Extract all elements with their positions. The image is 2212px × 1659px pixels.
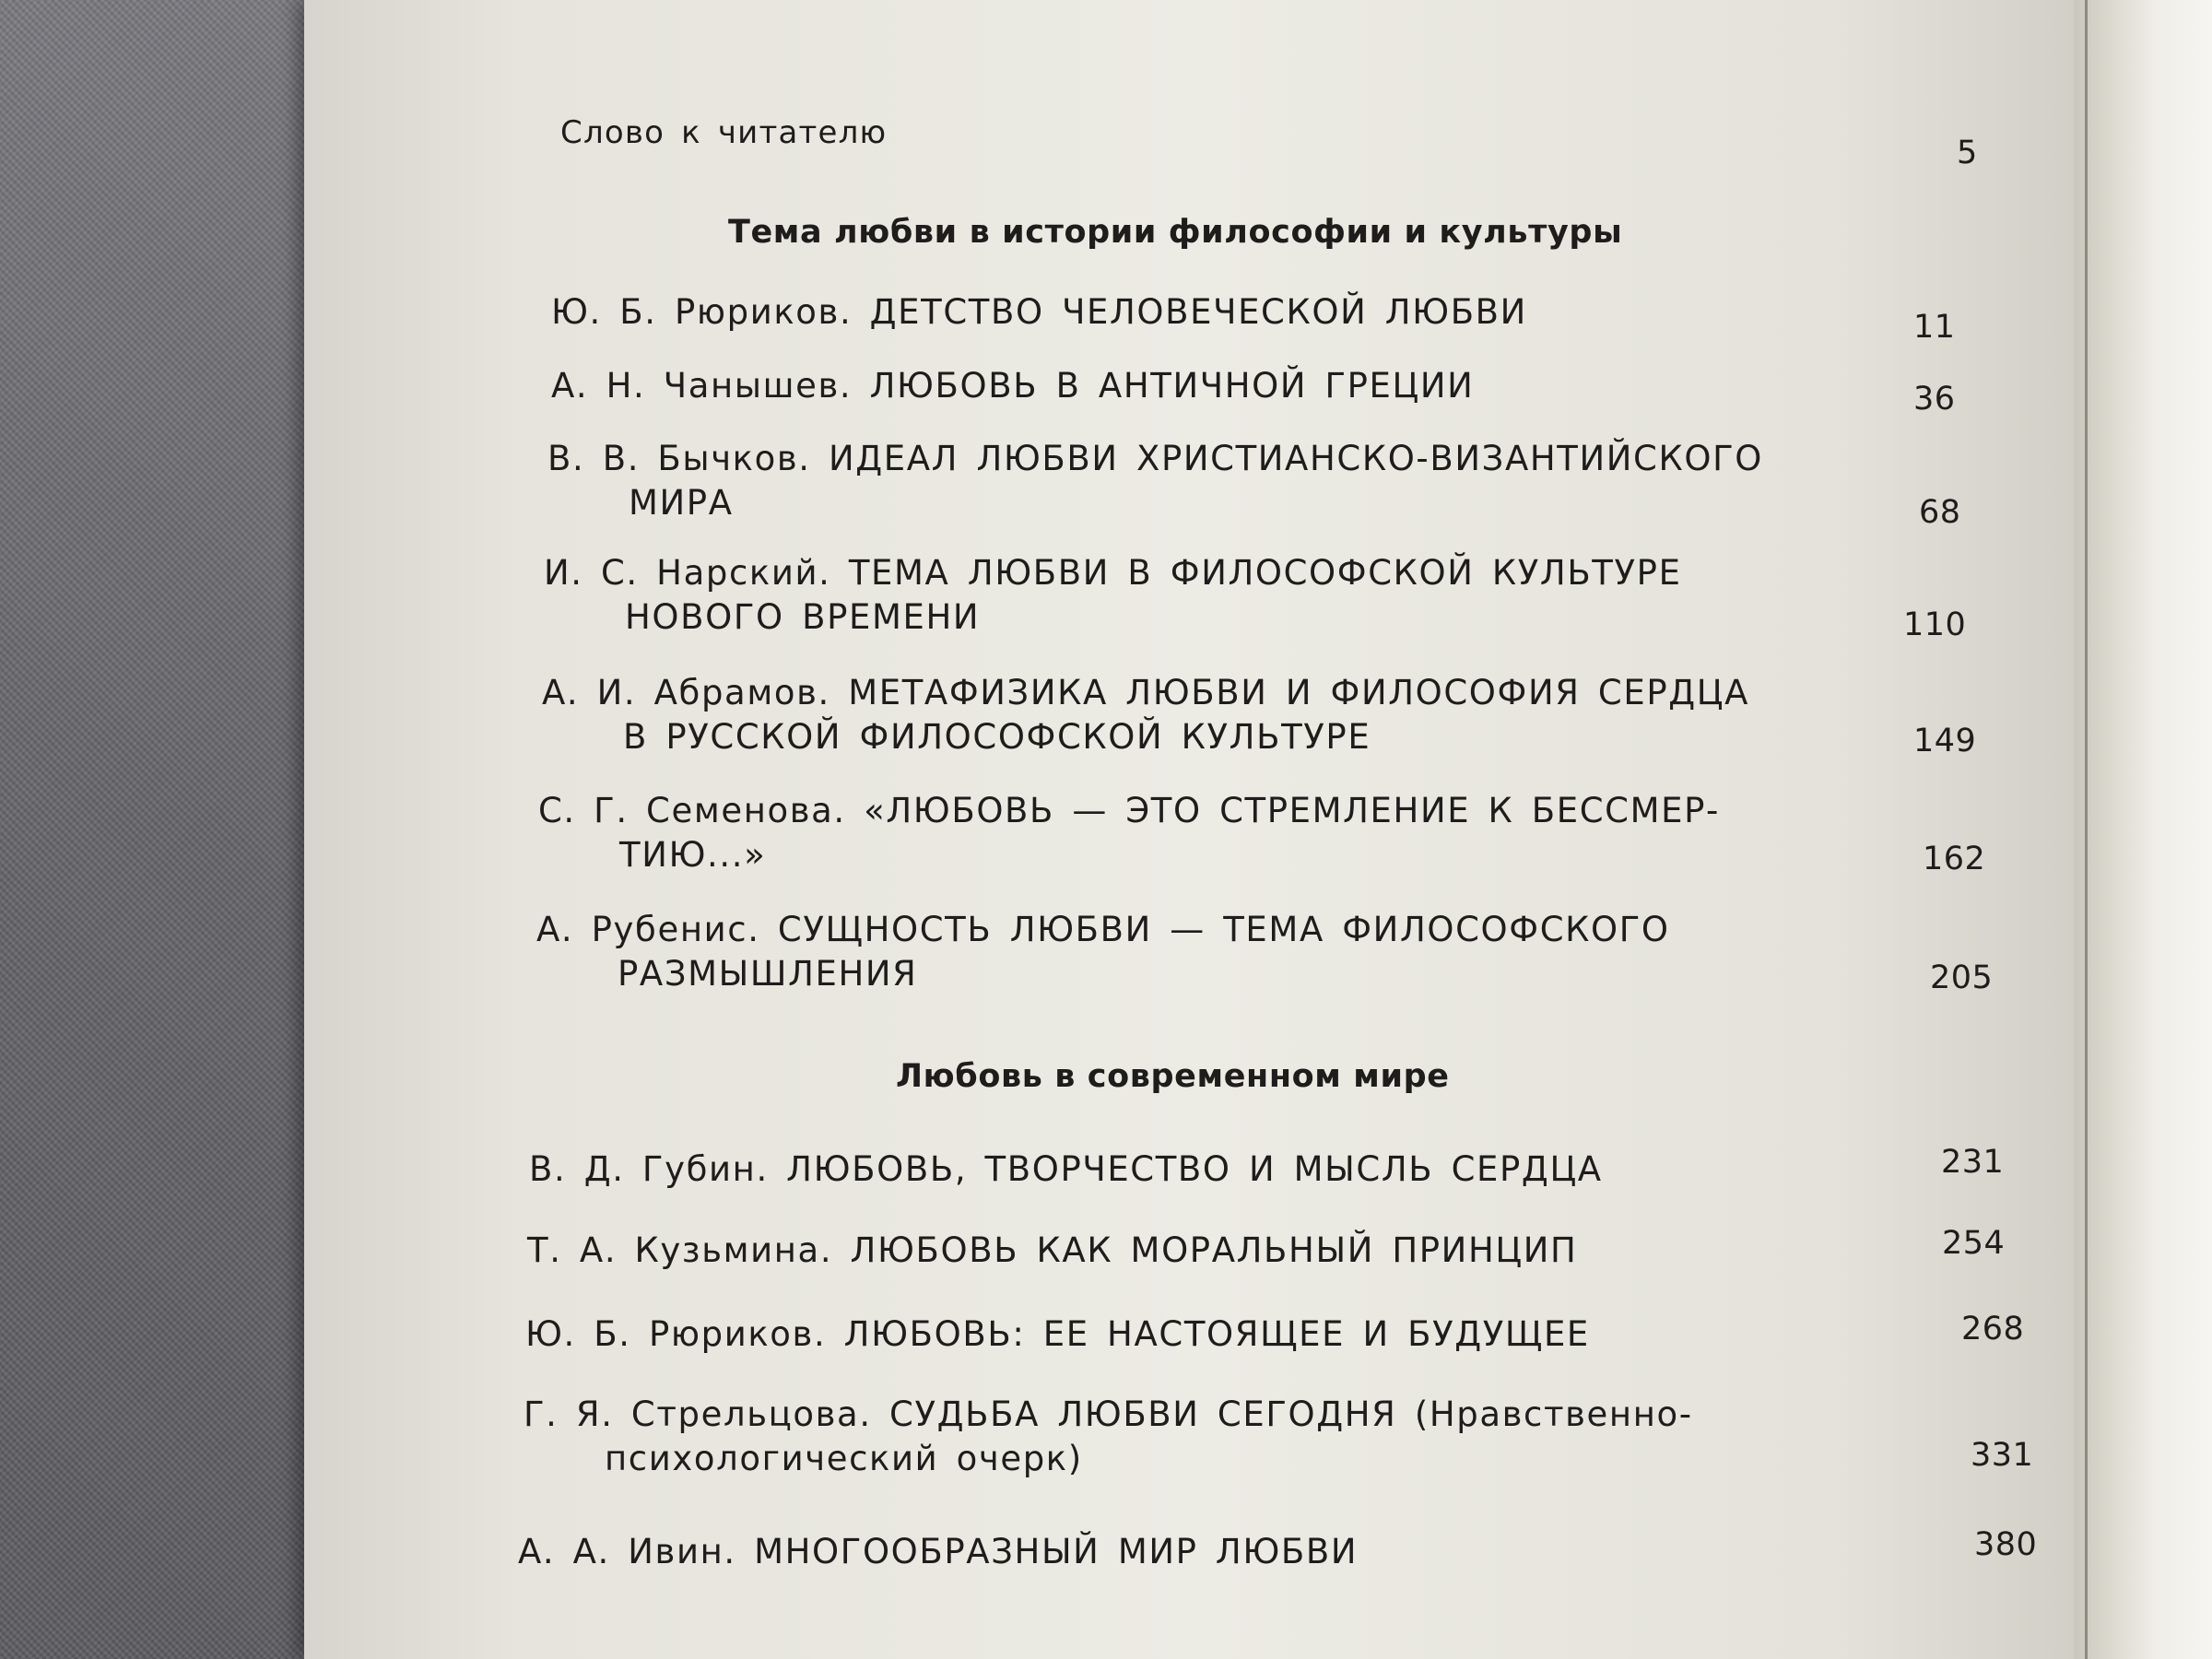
page-number: 149 xyxy=(1913,723,1977,759)
entry-title: И. С. Нарский. ТЕМА ЛЮБВИ В ФИЛОСОФСКОЙ КУЛЬТУРЕ xyxy=(544,553,1682,593)
toc-entry xyxy=(551,290,1989,346)
entry-title: Г. Я. Стрельцова. СУДЬБА ЛЮБВИ СЕГОДНЯ (Нравственно- xyxy=(524,1394,1693,1434)
entry-title: Слово к читателю xyxy=(560,114,888,151)
entry-title: А. И. Абрамов. МЕТАФИЗИКА ЛЮБВИ И ФИЛОСОФИЯ СЕРДЦА xyxy=(542,673,1749,712)
toc-entry xyxy=(525,1312,2037,1357)
page-number: 231 xyxy=(1941,1144,2005,1181)
toc-entry xyxy=(527,1225,2030,1273)
entry-title: А. Н. Чанышев. ЛЮБОВЬ В АНТИЧНОЙ ГРЕЦИИ xyxy=(551,366,1475,406)
page-number: 254 xyxy=(1942,1225,2006,1262)
toc-entry-preface xyxy=(560,111,1980,171)
page-number: 205 xyxy=(1930,959,1994,996)
entry-title-continuation: ТИЮ...» xyxy=(619,835,767,875)
page-number: 110 xyxy=(1903,606,1967,643)
page-edge xyxy=(2074,0,2212,1659)
toc-entry xyxy=(547,437,1994,531)
page-number: 380 xyxy=(1974,1526,2038,1563)
section-heading: Любовь в современном мире xyxy=(896,1058,1450,1095)
entry-title: С. Г. Семенова. «ЛЮБОВЬ — ЭТО СТРЕМЛЕНИЕ К БЕССМЕР- xyxy=(538,791,1720,830)
entry-title-continuation: В РУССКОЙ ФИЛОСОФСКОЙ КУЛЬТУРЕ xyxy=(623,717,1371,757)
table-of-contents xyxy=(516,0,2038,1659)
page-number: 162 xyxy=(1923,841,1986,877)
entry-title: Ю. Б. Рюриков. ЛЮБОВЬ: ЕЕ НАСТОЯЩЕЕ И БУДУЩЕЕ xyxy=(525,1314,1590,1354)
toc-entry xyxy=(536,908,2020,996)
page-number: 68 xyxy=(1919,494,1961,531)
section-heading: Тема любви в истории философии и культуры xyxy=(728,214,1623,251)
entry-title: А. А. Ивин. МНОГООБРАЗНЫЙ МИР ЛЮБВИ xyxy=(518,1532,1359,1571)
toc-entry xyxy=(524,1393,2044,1481)
entry-title: Т. А. Кузьмина. ЛЮБОВЬ КАК МОРАЛЬНЫЙ ПРИНЦИП xyxy=(527,1230,1578,1270)
entry-title: В. Д. Губин. ЛЮБОВЬ, ТВОРЧЕСТВО И МЫСЛЬ СЕРДЦА xyxy=(529,1149,1603,1189)
entry-title: Ю. Б. Рюриков. ДЕТСТВО ЧЕЛОВЕЧЕСКОЙ ЛЮБВИ xyxy=(551,292,1527,332)
page-number: 268 xyxy=(1961,1311,2025,1347)
toc-entry xyxy=(551,364,1989,418)
entry-title: В. В. Бычков. ИДЕАЛ ЛЮБВИ ХРИСТИАНСКО-ВИЗАНТИЙСКОГО xyxy=(547,439,1763,478)
page-number: 331 xyxy=(1971,1437,2034,1474)
entry-title-continuation: РАЗМЫШЛЕНИЯ xyxy=(618,954,918,994)
toc-entry xyxy=(544,551,2000,643)
page-border-line xyxy=(2085,0,2088,1659)
page-number: 5 xyxy=(1957,135,1978,171)
entry-title-continuation: психологический очерк) xyxy=(605,1439,1083,1478)
entry-title-continuation: МИРА xyxy=(629,483,734,523)
entry-title-continuation: НОВОГО ВРЕМЕНИ xyxy=(625,597,981,637)
page-number: 36 xyxy=(1913,381,1956,418)
toc-entry xyxy=(529,1144,2022,1192)
page-number: 11 xyxy=(1913,309,1956,346)
toc-entry xyxy=(542,671,2007,759)
toc-entry xyxy=(518,1526,2048,1574)
entry-title: А. Рубенис. СУЩНОСТЬ ЛЮБВИ — ТЕМА ФИЛОСОФСКОГО xyxy=(536,910,1670,949)
toc-entry xyxy=(538,789,2013,877)
